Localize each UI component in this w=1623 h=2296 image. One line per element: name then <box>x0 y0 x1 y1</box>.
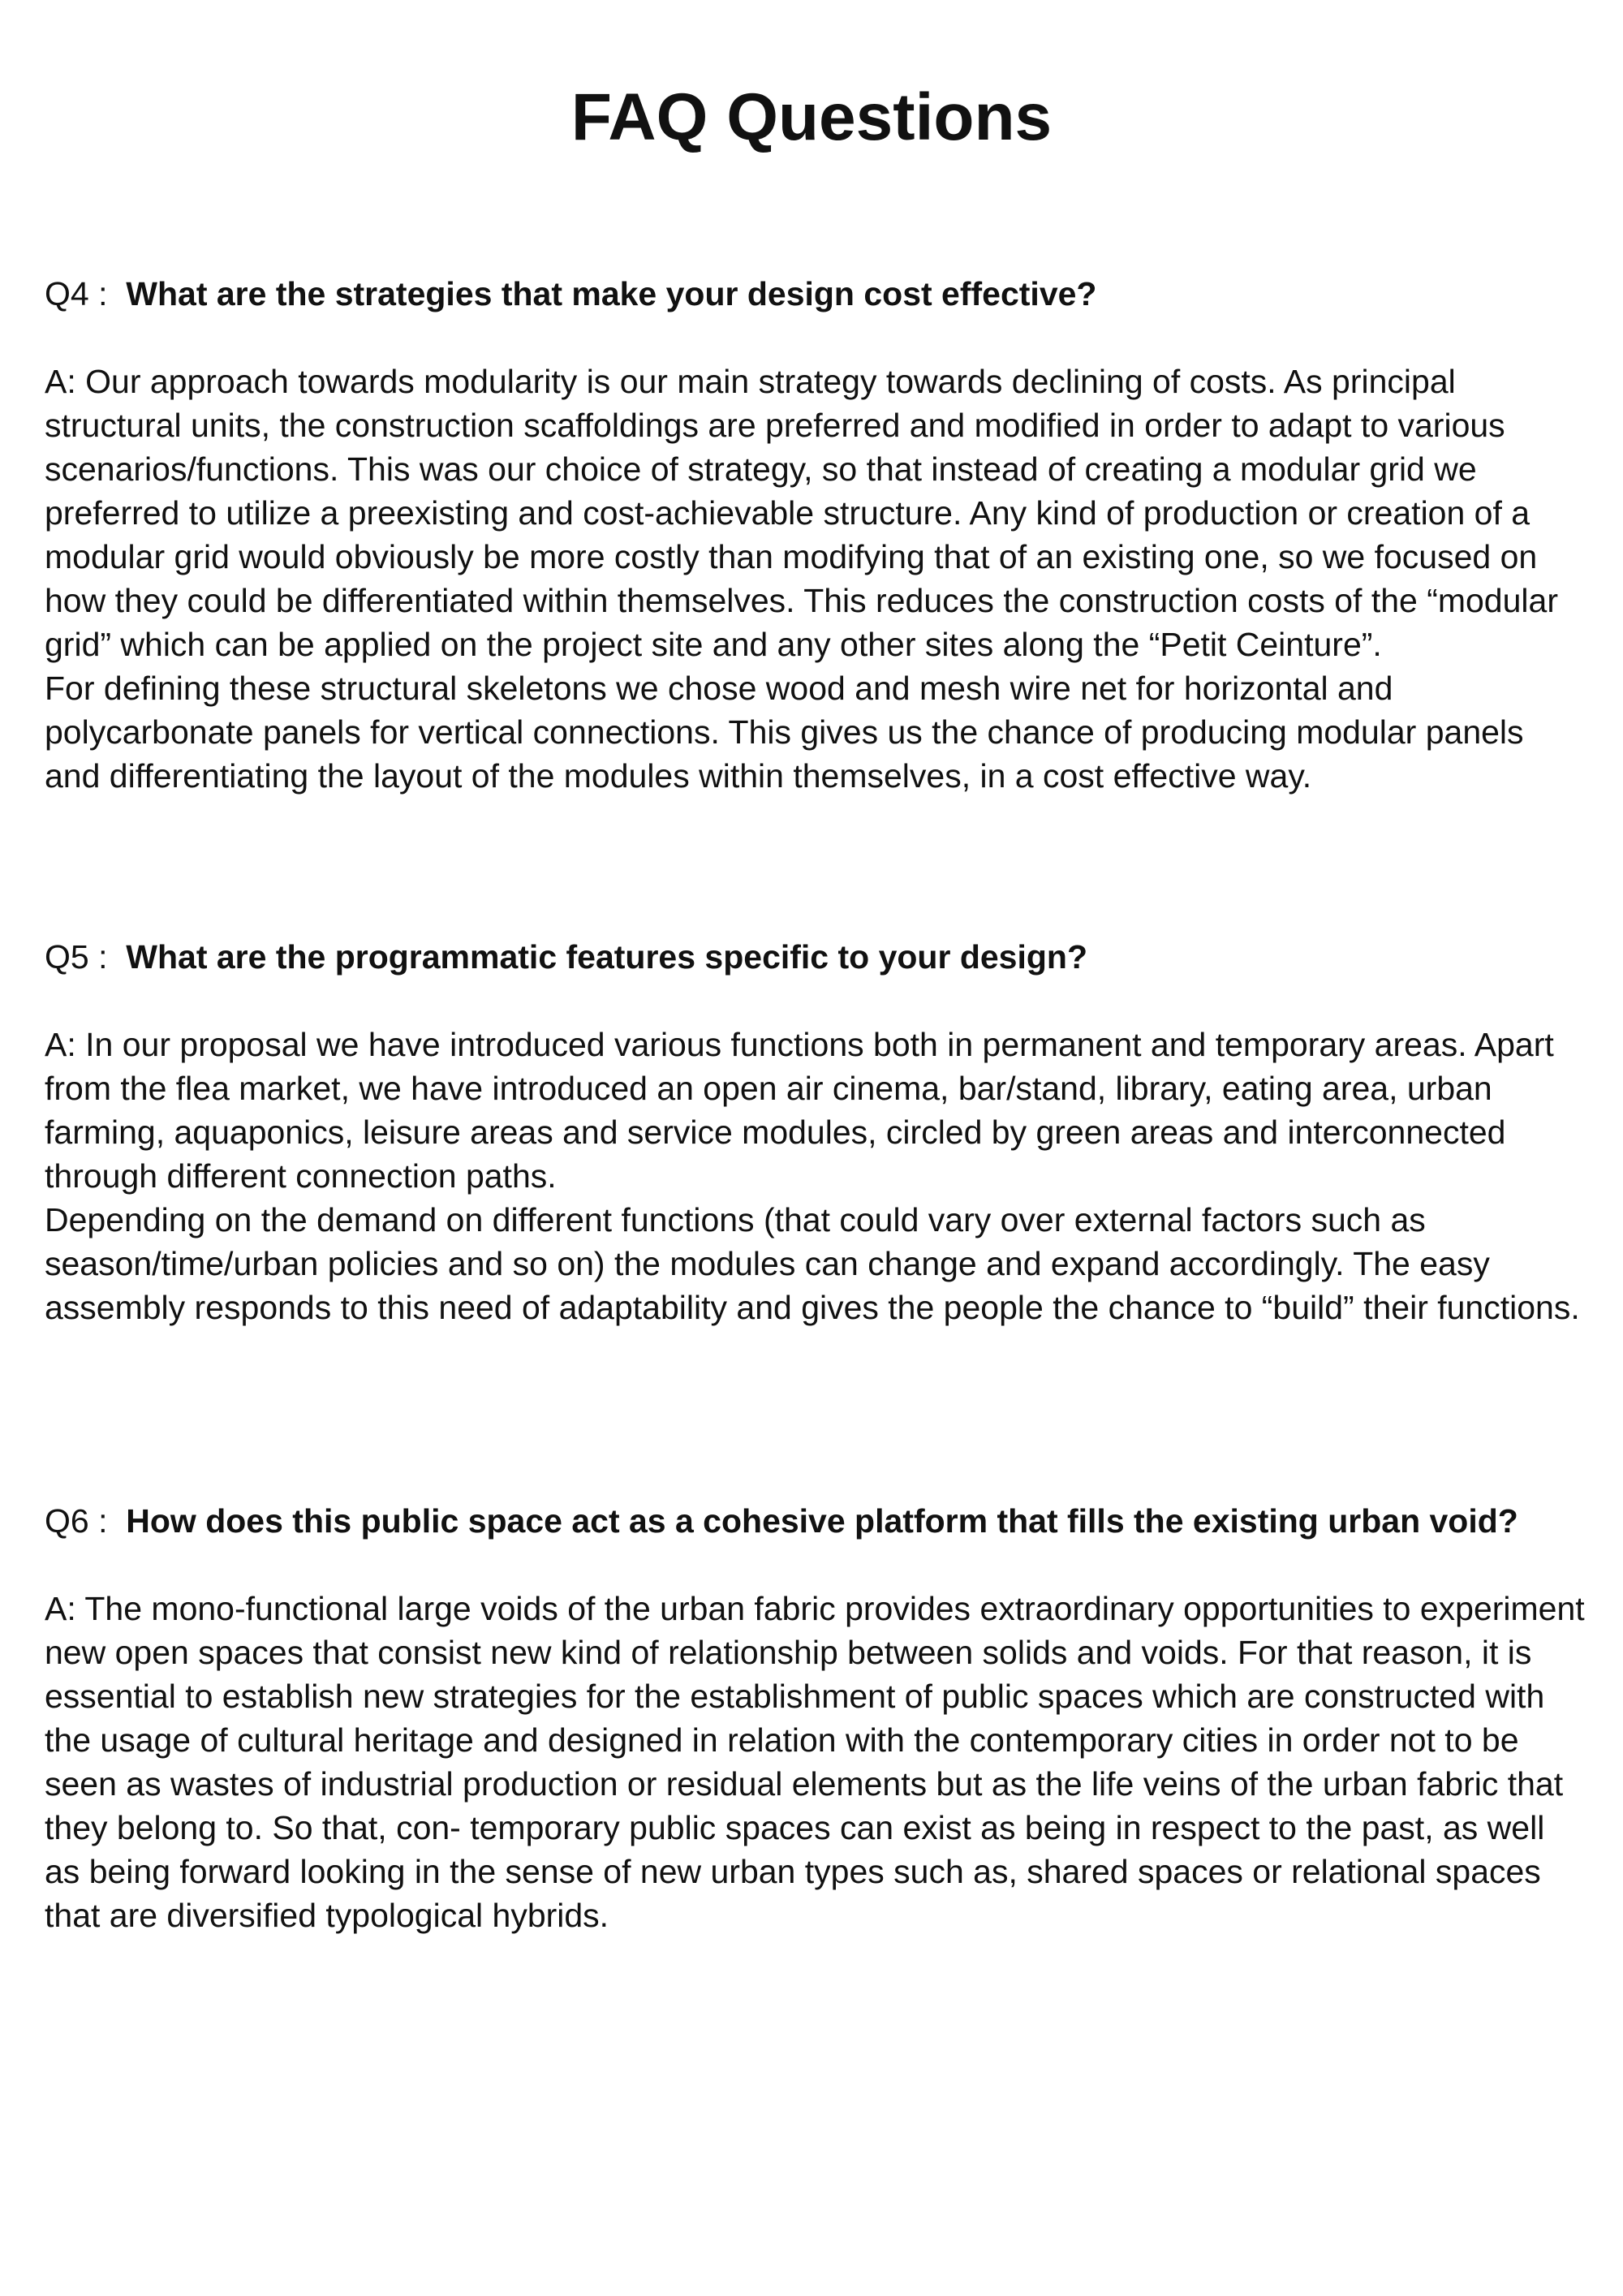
faq-item-q4 <box>45 272 1586 798</box>
question-text: What are the strategies that make your design cost effective? <box>126 275 1097 312</box>
answer-paragraph: For defining these structural skeletons we chose wood and mesh wire net for horizontal and polycarbonate panels for vertical connections. This gives us the chance of producing modular panels and differentiating the layout of the modules within themselves, in a cost effective way. <box>45 670 1524 795</box>
answer-paragraph: A: Our approach towards modularity is our main strategy towards declining of costs. As principal structural units, the construction scaffoldings are preferred and modified in order to adapt to various scenarios/functions. This was our choice of strategy, so that instead of creating a modular grid we preferred to utilize a preexisting and cost-achievable structure. Any kind of production or creation of a modular grid would obviously be more costly than modifying that of an existing one, so we focused on how they could be differentiated within themselves. This reduces the construction costs of the “modular grid” which can be applied on the project site and any other sites along the “Petit Ceinture”. <box>45 363 1558 663</box>
question-number: Q4 : <box>45 275 108 312</box>
faq-answer <box>45 360 1586 798</box>
question-number: Q6 : <box>45 1502 108 1540</box>
answer-paragraph: Depending on the demand on different functions (that could vary over external factors such as season/time/urban policies and so on) the modules can change and expand accordingly. The easy assembly responds to this need of adaptability and gives the people the chance to “build” their functions. <box>45 1201 1580 1326</box>
answer-paragraph: A: The mono-functional large voids of the urban fabric provides extraordinary opportunities to experiment new open spaces that consist new kind of relationship between solids and voids. For that reason, it is essential to establish new strategies for the establishment of public spaces which are constructed with the usage of cultural heritage and designed in relation with the contemporary cities in order not to be seen as wastes of industrial production or residual elements but as the life veins of the urban fabric that they belong to. So that, con- temporary public spaces can exist as being in respect to the past, as well as being forward looking in the sense of new urban types such as, shared spaces or relational spaces that are diversified typological hybrids. <box>45 1590 1585 1934</box>
question-text: What are the programmatic features specific to your design? <box>126 938 1087 976</box>
faq-item-q6 <box>45 1499 1586 1937</box>
faq-answer <box>45 1587 1586 1937</box>
faq-question <box>45 272 1586 316</box>
answer-paragraph: A: In our proposal we have introduced various functions both in permanent and temporary areas. Apart from the flea market, we have introduced an open air cinema, bar/stand, library, eating area, urban farming, aquaponics, leisure areas and service modules, circled by green areas and interconnected through different connection paths. <box>45 1026 1554 1195</box>
question-number: Q5 : <box>45 938 108 976</box>
faq-question <box>45 935 1586 979</box>
faq-item-q5 <box>45 935 1586 1329</box>
question-text: How does this public space act as a cohesive platform that fills the existing urban void? <box>126 1502 1518 1540</box>
page-title: FAQ Questions <box>570 80 1053 154</box>
faq-answer <box>45 1023 1586 1329</box>
faq-question <box>45 1499 1586 1543</box>
